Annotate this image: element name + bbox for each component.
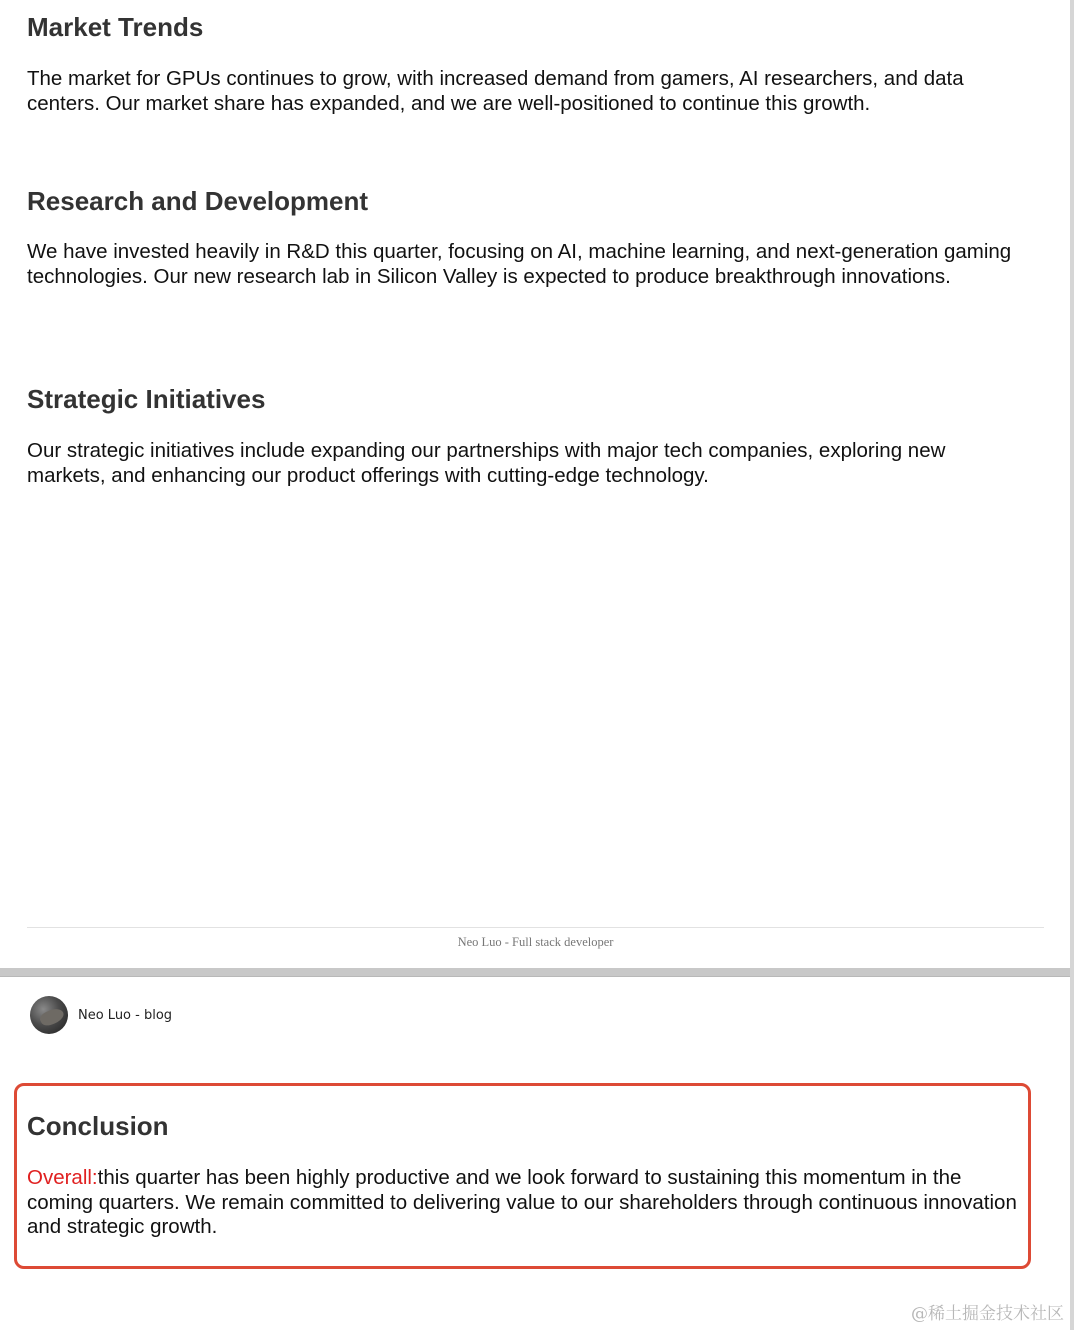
section-body: The market for GPUs continues to grow, with increased demand from gamers, AI researchers, and data centers. Our market share has expanded, and we are well-positioned to continue this growth. [27,67,964,115]
footer-divider [27,927,1044,928]
section-research-and-development [27,186,1027,289]
conclusion-text: this quarter has been highly productive and we look forward to sustaining this momentum in the coming quarters. We remain committed to delivering value to our shareholders through continuous innovation and strategic growth. [27,1166,1017,1238]
page-footer: Neo Luo - Full stack developer [457,935,614,949]
section-body [27,1166,1027,1240]
section-heading: Strategic Initiatives [27,384,266,414]
section-body: We have invested heavily in R&D this quarter, focusing on AI, machine learning, and next-generation gaming technologies. Our new research lab in Silicon Valley is expected to produce breakthrough innovations. [27,240,1012,288]
blog-header [30,996,172,1034]
section-heading: Market Trends [27,12,204,42]
viewer-right-edge [1070,0,1074,1330]
section-market-trends [27,12,1027,116]
section-strategic-initiatives [27,384,1027,488]
overall-lead: Overall: [27,1166,98,1189]
section-body: Our strategic initiatives include expanding our partnerships with major tech companies, exploring new markets, and enhancing our product offerings with cutting-edge technology. [27,439,946,487]
page-two [0,977,1070,1330]
section-conclusion [27,1111,1027,1240]
section-heading: Research and Development [27,186,369,216]
section-heading: Conclusion [27,1111,169,1141]
page-separator [0,968,1070,977]
blog-name: Neo Luo - blog [78,1007,173,1023]
avatar [30,996,68,1034]
watermark: @稀土掘金技术社区 [911,1304,1064,1324]
